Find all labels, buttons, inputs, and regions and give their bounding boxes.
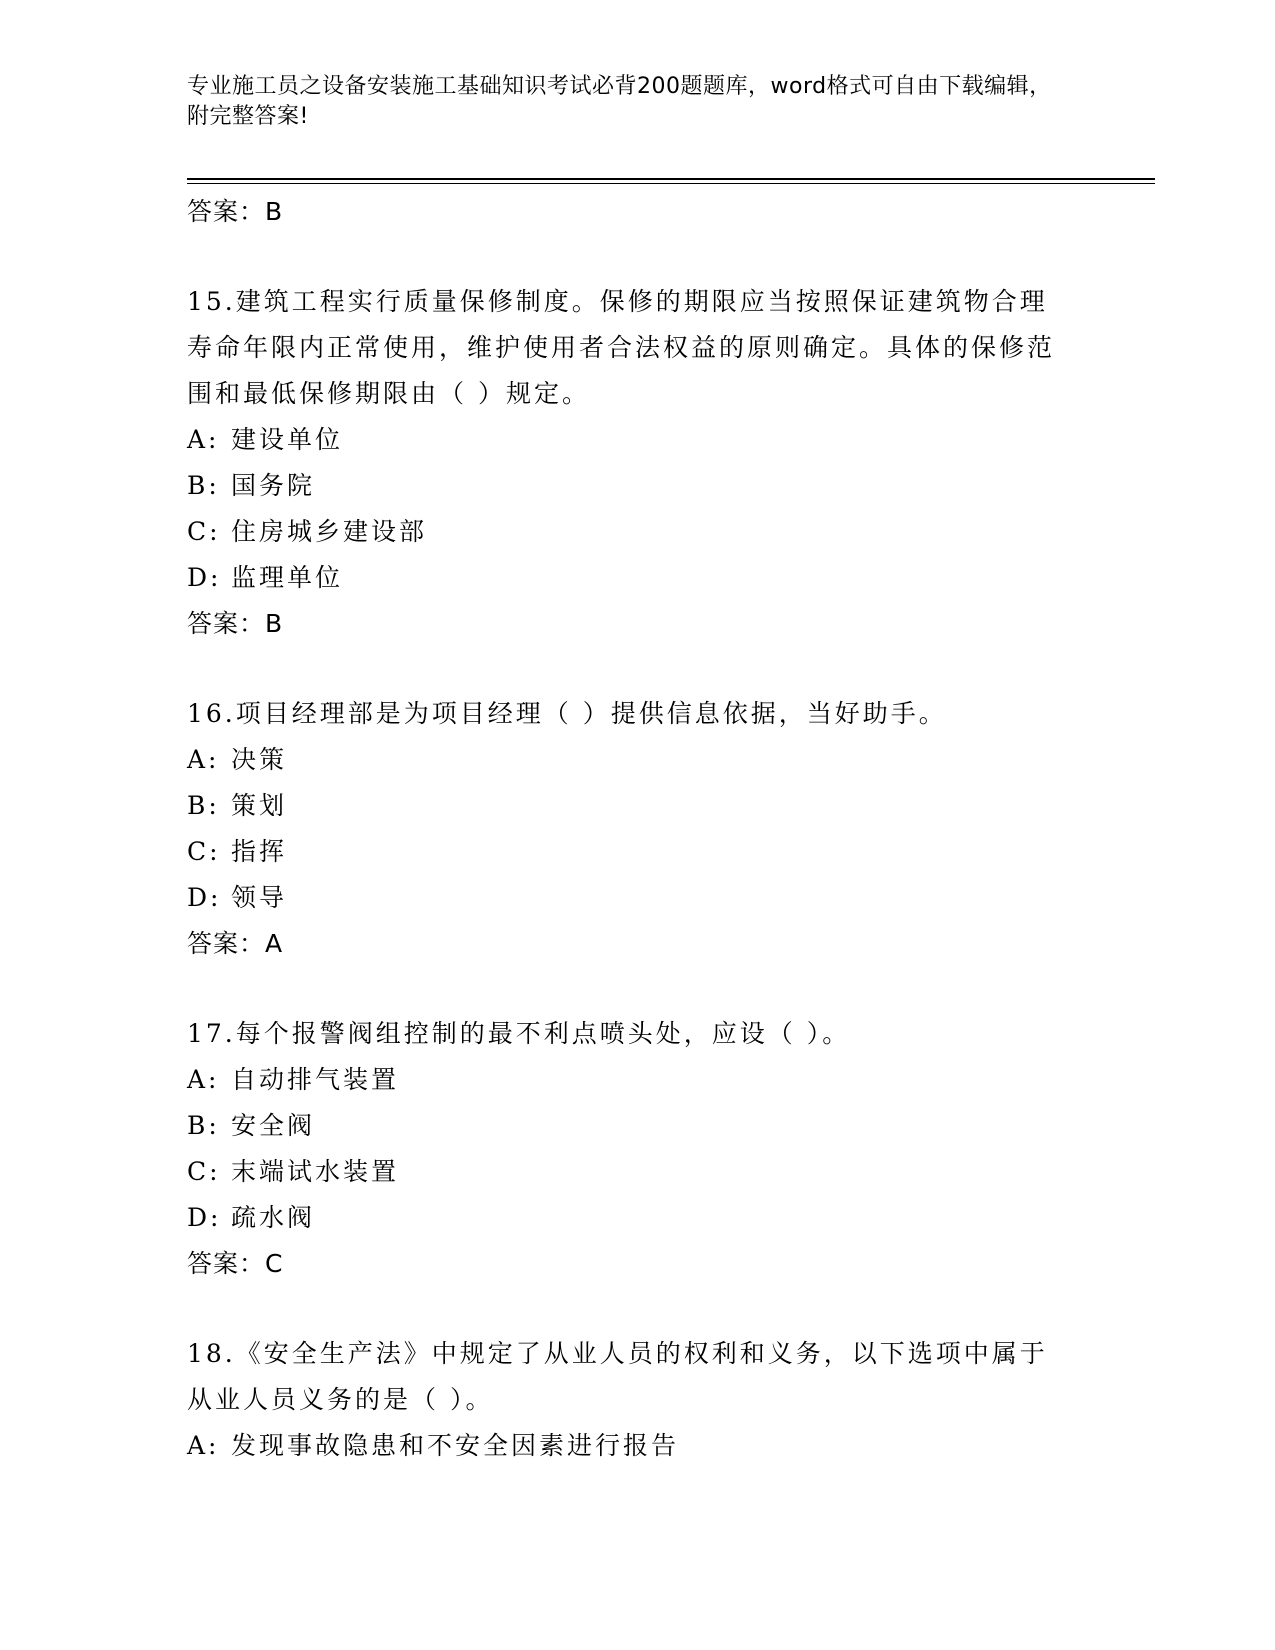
option-key: B: bbox=[187, 1111, 220, 1140]
document-body bbox=[187, 189, 1067, 1469]
option-key: A: bbox=[187, 1065, 220, 1094]
option-text: 安全阀 bbox=[231, 1111, 316, 1140]
header-divider-thick bbox=[187, 178, 1155, 180]
question-block-18 bbox=[187, 1331, 1067, 1469]
option-key: D: bbox=[187, 1203, 222, 1232]
question-text: 18.《安全生产法》中规定了从业人员的权利和义务，以下选项中属于从业人员义务的是（ ）。 bbox=[187, 1339, 1048, 1414]
option-key: D: bbox=[187, 883, 222, 912]
option-d bbox=[187, 555, 1067, 601]
option-key: B: bbox=[187, 471, 220, 500]
option-c bbox=[187, 829, 1067, 875]
answer-line: 答案：A bbox=[187, 929, 284, 958]
option-a bbox=[187, 1057, 1067, 1103]
option-d bbox=[187, 1195, 1067, 1241]
question-block-16 bbox=[187, 691, 1067, 967]
option-text: 监理单位 bbox=[231, 563, 344, 592]
question-block-15 bbox=[187, 279, 1067, 647]
option-b bbox=[187, 783, 1067, 829]
question-text: 17.每个报警阀组控制的最不利点喷头处，应设（ ）。 bbox=[187, 1019, 851, 1048]
question-text: 15.建筑工程实行质量保修制度。保修的期限应当按照保证建筑物合理寿命年限内正常使用，维护使用者合法权益的原则确定。具体的保修范围和最低保修期限由（ ）规定。 bbox=[187, 287, 1056, 408]
option-text: 住房城乡建设部 bbox=[231, 517, 428, 546]
option-key: A: bbox=[187, 425, 220, 454]
option-c bbox=[187, 509, 1067, 555]
document-header: 专业施工员之设备安装施工基础知识考试必背200题题库，word格式可自由下载编辑，附完整答案! bbox=[187, 74, 1052, 129]
option-text: 末端试水装置 bbox=[231, 1157, 400, 1186]
option-text: 自动排气装置 bbox=[231, 1065, 400, 1094]
answer-line: 答案：B bbox=[187, 609, 284, 638]
option-text: 指挥 bbox=[231, 837, 288, 866]
option-d bbox=[187, 875, 1067, 921]
option-key: A: bbox=[187, 745, 220, 774]
option-key: B: bbox=[187, 791, 220, 820]
option-key: C: bbox=[187, 517, 221, 546]
question-block-17 bbox=[187, 1011, 1067, 1287]
option-text: 领导 bbox=[231, 883, 288, 912]
answer-line: 答案：B bbox=[187, 197, 284, 226]
option-text: 建设单位 bbox=[231, 425, 344, 454]
option-c bbox=[187, 1149, 1067, 1195]
option-text: 发现事故隐患和不安全因素进行报告 bbox=[231, 1431, 680, 1460]
option-key: C: bbox=[187, 1157, 221, 1186]
option-text: 决策 bbox=[231, 745, 288, 774]
header-divider-thin bbox=[187, 183, 1155, 184]
option-b bbox=[187, 1103, 1067, 1149]
option-key: A: bbox=[187, 1431, 220, 1460]
option-b bbox=[187, 463, 1067, 509]
question-text: 16.项目经理部是为项目经理（ ）提供信息依据，当好助手。 bbox=[187, 699, 947, 728]
answer-line: 答案：C bbox=[187, 1249, 284, 1278]
option-text: 策划 bbox=[231, 791, 288, 820]
option-a bbox=[187, 417, 1067, 463]
option-text: 国务院 bbox=[231, 471, 316, 500]
option-text: 疏水阀 bbox=[231, 1203, 316, 1232]
option-key: C: bbox=[187, 837, 221, 866]
option-key: D: bbox=[187, 563, 222, 592]
option-a bbox=[187, 737, 1067, 783]
option-a bbox=[187, 1423, 1067, 1469]
